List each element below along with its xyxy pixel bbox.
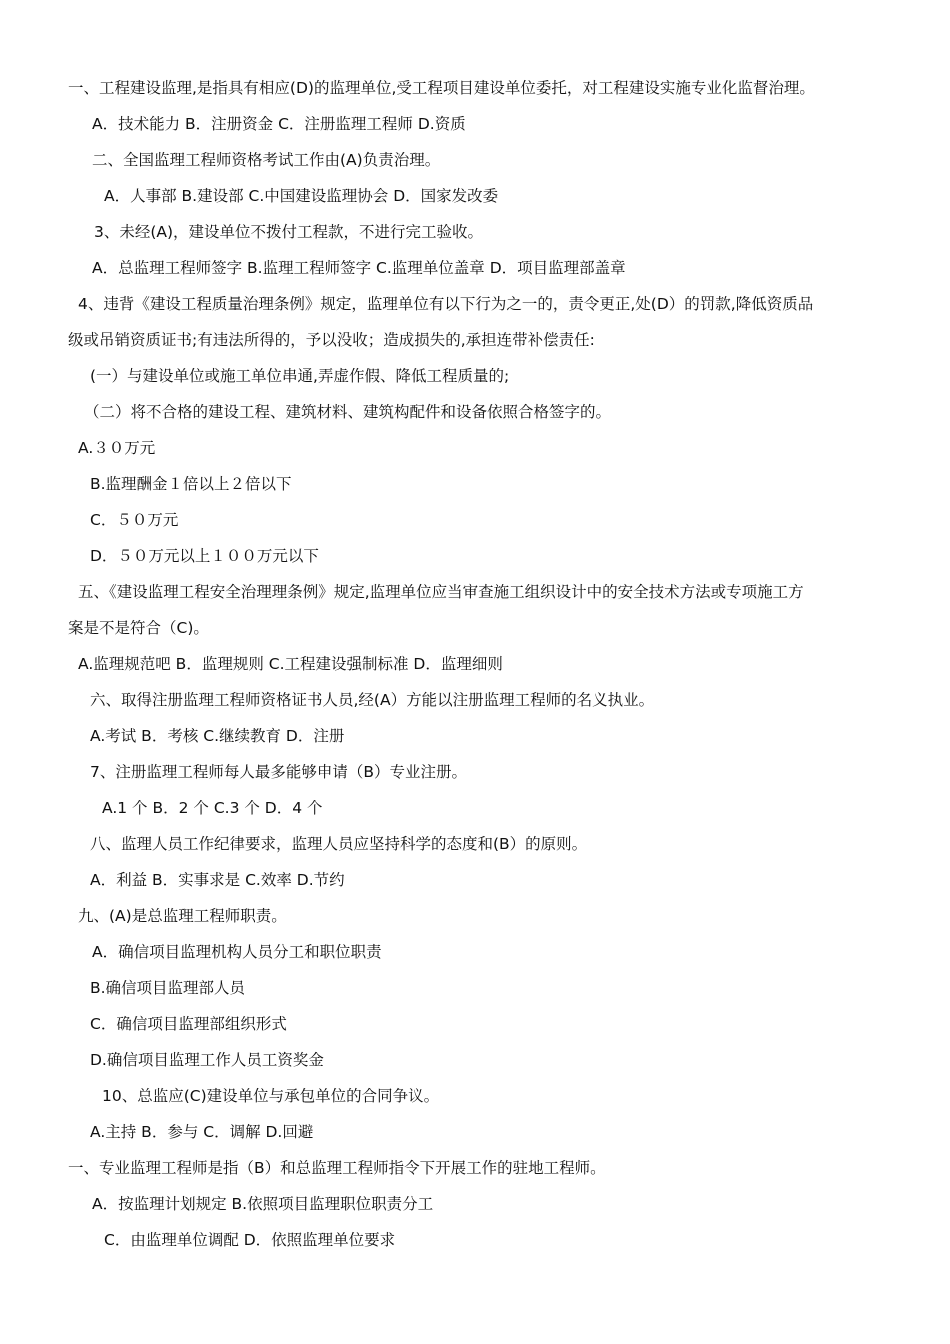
question-7-options: A.1 个 B．2 个 C.3 个 D．4 个 [102, 799, 323, 817]
question-1: 一、工程建设监理,是指具有相应(D)的监理单位,受工程项目建设单位委托，对工程建设实施专业化监督治理。 [68, 79, 815, 97]
question-2-options: A．人事部 B.建设部 C.中国建设监理协会 D．国家发改委 [104, 187, 499, 205]
question-11: 一、专业监理工程师是指（B）和总监理工程师指令下开展工作的驻地工程师。 [68, 1159, 606, 1177]
question-9-option-b: B.确信项目监理部人员 [90, 979, 246, 997]
question-4-continued: 级或吊销资质证书;有违法所得的，予以没收；造成损失的,承担连带补偿责任: [68, 331, 595, 349]
question-4-option-b: B.监理酬金１倍以上２倍以下 [90, 475, 292, 493]
question-9-option-d: D.确信项目监理工作人员工资奖金 [90, 1051, 324, 1069]
question-8: 八、监理人员工作纪律要求，监理人员应坚持科学的态度和(B）的原则。 [90, 835, 588, 853]
question-8-options: A．利益 B．实事求是 C.效率 D.节约 [90, 871, 345, 889]
question-1-options: A．技术能力 B．注册资金 C．注册监理工程师 D.资质 [92, 115, 466, 133]
question-3-options: A．总监理工程师签字 B.监理工程师签字 C.监理单位盖章 D．项目监理部盖章 [92, 259, 626, 277]
question-5-continued: 案是不是符合（C)。 [68, 619, 209, 637]
question-4-option-c: C．５０万元 [90, 511, 179, 529]
question-9: 九、(A)是总监理工程师职责。 [78, 907, 287, 925]
question-5-options: A.监理规范吧 B．监理规则 C.工程建设强制标准 D．监理细则 [78, 655, 503, 673]
question-6: 六、取得注册监理工程师资格证书人员,经(A）方能以注册监理工程师的名义执业。 [90, 691, 655, 709]
question-4-item-2: （二）将不合格的建设工程、建筑材料、建筑构配件和设备依照合格签字的。 [84, 403, 612, 421]
question-7: 7、注册监理工程师每人最多能够申请（B）专业注册。 [90, 763, 467, 781]
question-11-options-ab: A．按监理计划规定 B.依照项目监理职位职责分工 [92, 1195, 434, 1213]
question-10-options: A.主持 B．参与 C．调解 D.回避 [90, 1123, 314, 1141]
question-9-option-c: C．确信项目监理部组织形式 [90, 1015, 287, 1033]
question-3: 3、未经(A)，建设单位不拨付工程款，不进行完工验收。 [94, 223, 484, 241]
question-10: 10、总监应(C)建设单位与承包单位的合同争议。 [102, 1087, 440, 1105]
question-9-option-a: A．确信项目监理机构人员分工和职位职责 [92, 943, 382, 961]
question-2: 二、全国监理工程师资格考试工作由(A)负责治理。 [92, 151, 441, 169]
question-4-option-a: A.３０万元 [78, 439, 156, 457]
question-5: 五、《建设监理工程安全治理理条例》规定,监理单位应当审查施工组织设计中的安全技术方法或专项施工方 [78, 583, 804, 601]
question-4-option-d: D．５０万元以上１００万元以下 [90, 547, 319, 565]
question-4-item-1: (一）与建设单位或施工单位串通,弄虚作假、降低工程质量的; [90, 367, 510, 385]
question-6-options: A.考试 B．考核 C.继续教育 D．注册 [90, 727, 345, 745]
question-11-options-cd: C．由监理单位调配 D．依照监理单位要求 [104, 1231, 396, 1249]
question-4: 4、违背《建设工程质量治理条例》规定，监理单位有以下行为之一的，责令更正,处(D）的罚款,降低资质品 [78, 295, 814, 313]
